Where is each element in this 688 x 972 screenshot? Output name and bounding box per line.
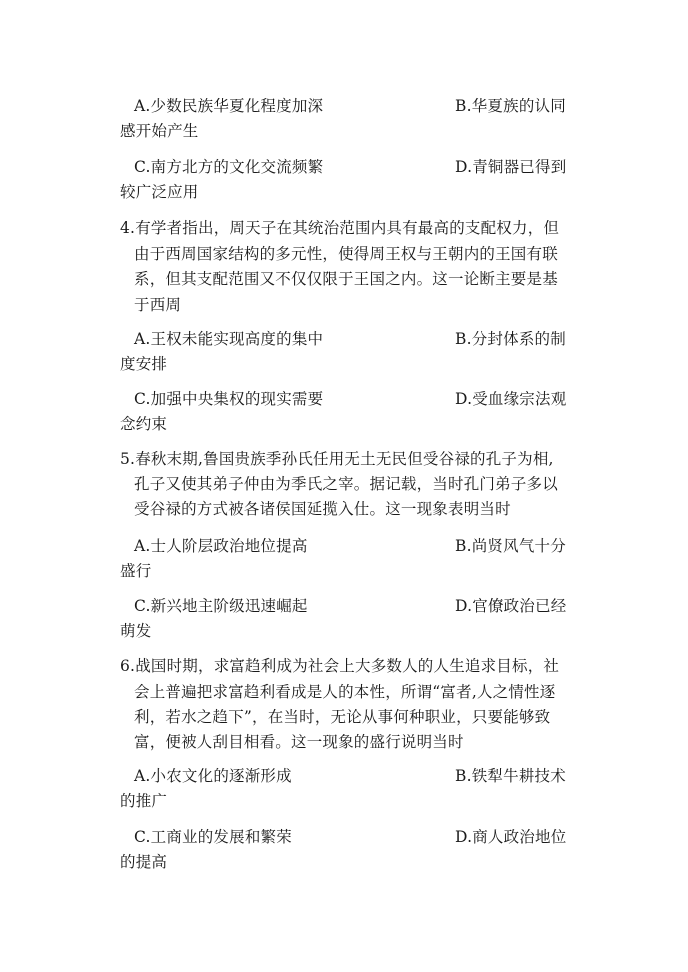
q6-option-d-continued: 的提高 bbox=[120, 853, 168, 871]
q6-stem-line-2: 会上普遍把求富趋利看成是人的本性，所谓“富者,人之情性逐 bbox=[134, 683, 556, 701]
q4-stem-line-3: 系，但其支配范围又不仅仅限于王国之内。这一论断主要是基 bbox=[134, 270, 558, 288]
q3-option-d-continued: 较广泛应用 bbox=[120, 183, 199, 201]
q6-option-d: D.商人政治地位 bbox=[455, 828, 567, 846]
q6-option-a: A.小农文化的逐渐形成 bbox=[134, 767, 292, 785]
q4-option-b-continued: 度安排 bbox=[120, 355, 168, 373]
q3-option-c: C.南方北方的文化交流频繁 bbox=[134, 158, 324, 176]
q6-option-c: C.工商业的发展和繁荣 bbox=[134, 828, 292, 846]
q4-stem-line-4: 于西周 bbox=[134, 296, 182, 314]
q4-option-c: C.加强中央集权的现实需要 bbox=[134, 390, 324, 408]
q6-stem-line-4: 富，便被人刮目相看。这一现象的盛行说明当时 bbox=[134, 733, 464, 751]
q6-option-b-continued: 的推广 bbox=[120, 792, 168, 810]
q5-option-d: D.官僚政治已经 bbox=[455, 597, 567, 615]
q4-option-d-continued: 念约束 bbox=[120, 415, 168, 433]
q4-option-b: B.分封体系的制 bbox=[455, 330, 566, 348]
q4-option-d: D.受血缘宗法观 bbox=[455, 390, 567, 408]
q5-option-d-continued: 萌发 bbox=[120, 622, 152, 640]
q3-option-a: A.少数民族华夏化程度加深 bbox=[134, 97, 324, 115]
q6-stem-line-3: 利，若水之趋下”，在当时，无论从事何种职业，只要能够致 bbox=[134, 708, 551, 726]
q4-option-a: A.王权未能实现高度的集中 bbox=[134, 330, 324, 348]
q4-stem-line-2: 由于西周国家结构的多元性，使得周王权与王朝内的王国有联 bbox=[134, 245, 558, 263]
q5-stem-line-2: 孔子又使其弟子仲由为季氏之宰。据记载，当时孔门弟子多以 bbox=[134, 475, 558, 493]
q5-option-b: B.尚贤风气十分 bbox=[455, 537, 566, 555]
q5-option-c: C.新兴地主阶级迅速崛起 bbox=[134, 597, 308, 615]
q6-stem-line-1: 6.战国时期，求富趋利成为社会上大多数人的人生追求目标，社 bbox=[120, 657, 560, 675]
q5-option-a: A.士人阶层政治地位提高 bbox=[134, 537, 308, 555]
q3-option-b: B.华夏族的认同 bbox=[455, 97, 566, 115]
q4-stem-line-1: 4.有学者指出，周天子在其统治范围内具有最高的支配权力，但 bbox=[120, 219, 560, 237]
q5-stem-line-1: 5.春秋末期,鲁国贵族季孙氏任用无土无民但受谷禄的孔子为相, bbox=[120, 450, 554, 468]
q3-option-b-continued: 感开始产生 bbox=[120, 122, 199, 140]
q6-option-b: B.铁犁牛耕技术 bbox=[455, 767, 566, 785]
q3-option-d: D.青铜器已得到 bbox=[455, 158, 567, 176]
q5-stem-line-3: 受谷禄的方式被各诸侯国延揽入仕。这一现象表明当时 bbox=[134, 500, 511, 518]
q5-option-b-continued: 盛行 bbox=[120, 562, 152, 580]
